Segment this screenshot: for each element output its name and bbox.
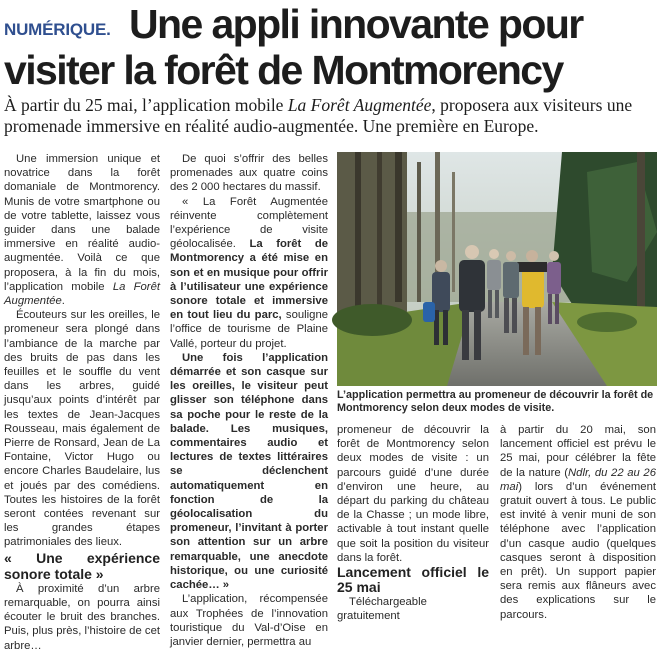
text-column-2 [170,152,328,649]
paragraph: Écouteurs sur les oreilles, le promeneur sera plongé dans l’ambiance de la marche par des bruits de pas dans les feuilles et le souffle du vent dans les arbres, guidé jusqu’aux points d’intérêt par les textes de Jean-Jacques Rousseau, mais également de Pierre de Ronsard, Jean de La Fontaine, Victor Hugo ou encore Charles Baudelaire, lus et joués par des comédiens. Toutes les histoires de la forêt seront contées revenant sur les grandes étapes patrimoniales des lieux. [4,309,160,549]
subheading: « Une expérience sonore totale » [4,549,160,582]
paragraph: L’application, récompensée aux Trophées de l’innovation touristique du Val-d’Oise en janvier dernier, permettra au [170,593,328,648]
paragraph: De quoi s’offrir des belles promenades aux quatre coins des 2 000 hectares du massif. [170,153,328,194]
paragraph: Une fois l’application démarrée et son casque sur les oreilles, le visiteur peut glisser son téléphone dans sa poche pour le reste de la balade. Les musiques, commentaires audio et lectures de textes littéraires se déclenchent automatiquement en fonction de la géolocalisation du promeneur, l’invitant à porter son attention sur un arbre remarquable, une anecdote historique, ou une curiosité cachée… » [170,351,328,592]
forest-walkers-photo [337,152,657,386]
paragraph: Une immersion unique et novatrice dans la forêt domaniale de Montmorency. Munis de votre smartphone ou de votre tablette, laissez vous guider dans une balade immersive en réalité audio-augmentée. Voilà ce que proposera, à la fin du mois, l’application mobile La Forêt Augmentée. [4,153,160,308]
lead-text-start: À partir du 25 mai, l’application mobile [4,95,288,115]
headline-line-2: visiter la forêt de Montmorency [4,47,563,93]
article-lead [4,95,654,137]
photo-caption: L’application permettra au promeneur de découvrir la forêt de Montmorency selon deux modes de visite. [337,389,654,414]
lead-app-name: La Forêt Augmentée [287,95,432,115]
paragraph: promeneur de découvrir la forêt de Montmorency selon deux modes de visite : un parcours guidé d’une durée d’environ une heure, au départ du parking du château de la Chasse ; un mode libre, activable à tout instant quelle que soit la position du visiteur dans la forêt. [337,424,489,564]
headline-line-1: Une appli innovante pour [129,1,583,47]
paragraph: « La Forêt Augmentée réinvente complètement l’expérience de visite géolocalisée. La forêt de Montmorency a été mise en son et en musique pour offrir à l’utilisateur une expérience sonore totale et immersive en tout lieu du parc, souligne l’office de tourisme de Plaine Vallé, porteur du projet. [170,195,329,350]
text-column-3 [337,423,489,623]
lead-text-end: , proposera aux visiteurs une promenade immersive en réalité audio-augmentée. Une première en Europe. [4,95,633,136]
text-column-4 [500,423,656,622]
paragraph: à partir du 20 mai, son lancement officiel est prévu le 25 mai, pour célébrer la fête de la nature (Ndlr, du 22 au 26 mai) lors d’un événement gratuit ouvert à tous. Le public est invité à venir muni de son téléphone avec l’application d’un casque audio (quelques casques seront à disposition en prêt). Un support papier sera remis aux flâneurs avec des explications sur le parcours. [500,424,656,621]
text-column-1 [4,152,160,653]
paragraph: À proximité d’un arbre remarquable, on pourra ainsi écouter le bruit des branches. Puis, plus près, l’histoire de cet arbre… [4,582,160,652]
subheading: Lancement officiel le 25 mai [337,564,489,596]
paragraph: Téléchargeable gratuitement [337,596,427,623]
section-kicker: NUMÉRIQUE. [4,20,111,39]
